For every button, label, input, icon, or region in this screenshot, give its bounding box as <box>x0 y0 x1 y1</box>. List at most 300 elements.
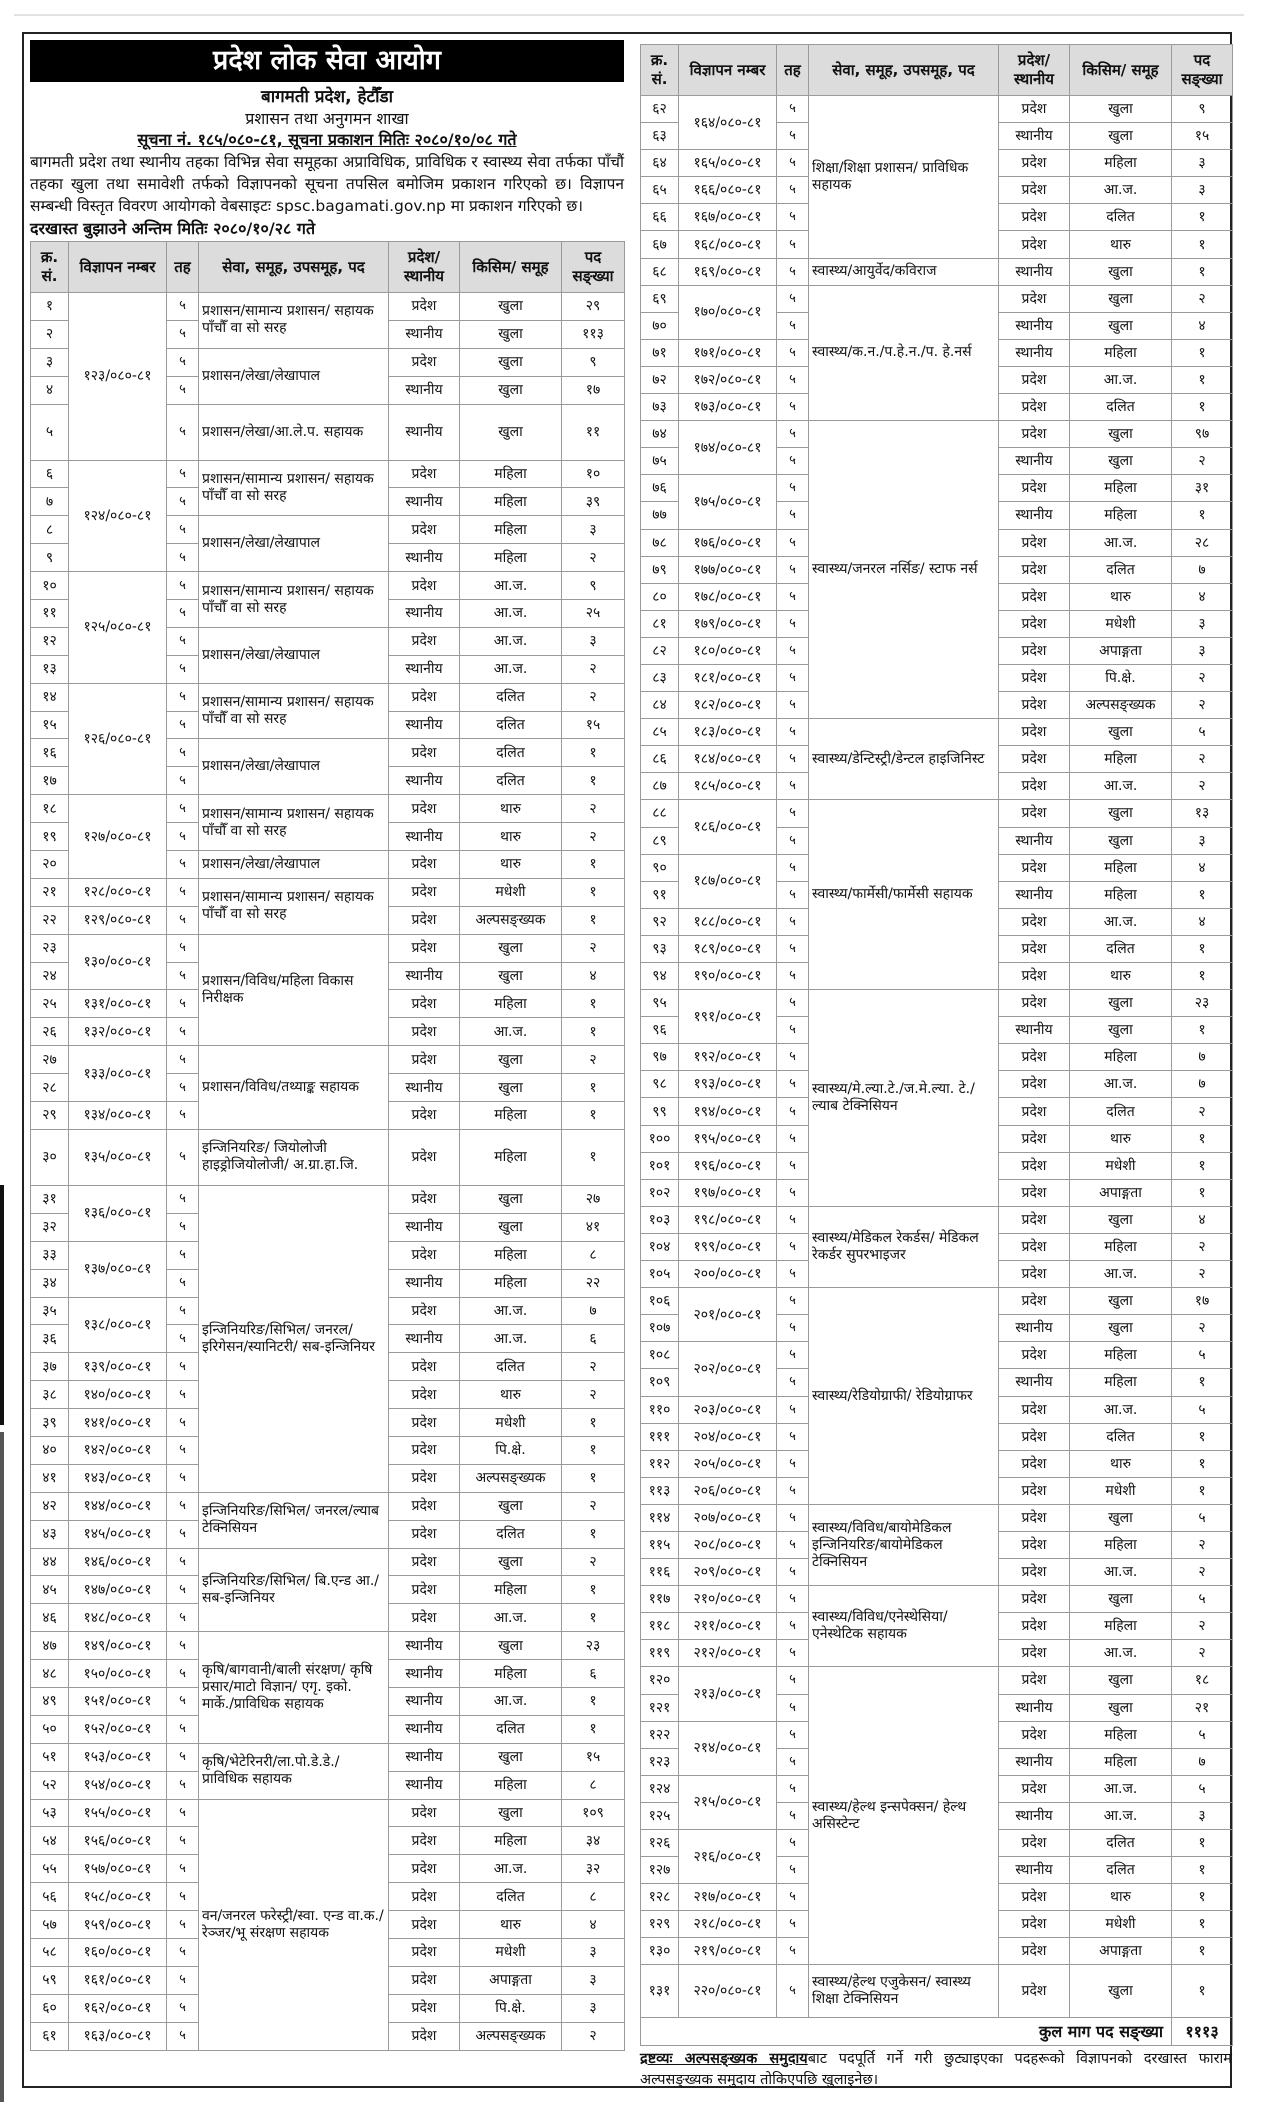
post-count-cell: १ <box>562 1464 625 1492</box>
ad-number-cell: १६०/०८०-८१ <box>69 1938 167 1966</box>
category-cell: खुला <box>460 376 562 404</box>
province-local-cell: प्रदेश <box>389 878 460 906</box>
serial-cell: ४८ <box>31 1660 69 1688</box>
category-cell: खुला <box>1070 312 1172 339</box>
category-cell: खुला <box>460 934 562 962</box>
category-cell: खुला <box>1070 285 1172 312</box>
province-local-cell: प्रदेश <box>999 204 1070 231</box>
post-cell: प्रशासन/सामान्य प्रशासन/ सहायक पाँचौँ वा सो सरह <box>199 795 389 851</box>
category-cell: खुला <box>1070 990 1172 1017</box>
province-local-cell: प्रदेश <box>389 2022 460 2050</box>
table-row <box>641 421 1233 448</box>
serial-cell: १०५ <box>641 1261 679 1288</box>
tier-cell: ५ <box>777 827 809 854</box>
post-count-cell: १ <box>562 767 625 795</box>
post-count-cell: ७ <box>1172 1748 1233 1775</box>
serial-cell: ६१ <box>31 2022 69 2050</box>
tier-cell: ५ <box>777 1369 809 1396</box>
ad-number-cell: २१४/०८०-८१ <box>679 1721 777 1775</box>
post-cell: इन्जिनियरिङ/ जियोलोजी हाइड्रोजियोलोजी/ अ.ग्रा.हा.जि. <box>199 1129 389 1185</box>
column-header: सेवा, समूह, उपसमूह, पद <box>199 242 389 293</box>
serial-cell: १०२ <box>641 1179 679 1206</box>
serial-cell: १२ <box>31 627 69 655</box>
serial-cell: ६२ <box>641 96 679 123</box>
column-header: पद सङ्ख्या <box>562 242 625 293</box>
category-cell: आ.ज. <box>460 1604 562 1632</box>
ad-number-cell: २१३/०८०-८१ <box>679 1667 777 1721</box>
total-row <box>641 2018 1233 2045</box>
serial-cell: ९७ <box>641 1044 679 1071</box>
province-local-cell: स्थानीय <box>389 655 460 683</box>
footnote-lead: द्रष्टव्यः अल्पसङ्ख्यक समुदाय <box>640 2050 808 2067</box>
ad-number-cell: १४८/०८०-८१ <box>69 1604 167 1632</box>
table-row <box>31 795 625 823</box>
serial-cell: ४२ <box>31 1492 69 1520</box>
serial-cell: ६७ <box>641 231 679 258</box>
category-cell: थारु <box>1070 1125 1172 1152</box>
serial-cell: १०४ <box>641 1233 679 1260</box>
category-cell: अल्पसङ्ख्यक <box>460 2022 562 2050</box>
post-count-cell: ४ <box>1172 1206 1233 1233</box>
province-local-cell: प्रदेश <box>389 1604 460 1632</box>
province-local-cell: स्थानीय <box>999 1802 1070 1829</box>
post-count-cell: ४ <box>1172 583 1233 610</box>
ad-number-cell: १५२/०८०-८१ <box>69 1715 167 1743</box>
ad-number-cell: १५८/०८०-८१ <box>69 1883 167 1911</box>
post-count-cell: २ <box>1172 1640 1233 1667</box>
province-local-cell: प्रदेश <box>389 1520 460 1548</box>
category-cell: मधेशी <box>460 878 562 906</box>
category-cell: आ.ज. <box>1070 177 1172 204</box>
province-local-cell: प्रदेश <box>999 963 1070 990</box>
province-local-cell: प्रदेश <box>999 556 1070 583</box>
ad-number-cell: १६२/०८०-८१ <box>69 1994 167 2022</box>
serial-cell: २८ <box>31 1074 69 1102</box>
province-local-cell: प्रदेश <box>389 1911 460 1939</box>
right-column <box>640 44 1232 2091</box>
category-cell: महिला <box>460 990 562 1018</box>
category-cell: महिला <box>460 1827 562 1855</box>
province-local-cell: प्रदेश <box>999 854 1070 881</box>
tier-cell: ५ <box>777 1450 809 1477</box>
post-count-cell: २ <box>562 1548 625 1576</box>
tier-cell: ५ <box>167 1102 199 1130</box>
tier-cell: ५ <box>777 1586 809 1613</box>
tier-cell: ५ <box>167 1604 199 1632</box>
serial-cell: ५५ <box>31 1855 69 1883</box>
ad-number-cell: १६१/०८०-८१ <box>69 1966 167 1994</box>
ad-number-cell: १२३/०८०-८१ <box>69 293 167 461</box>
category-cell: अपाङ्गता <box>1070 637 1172 664</box>
serial-cell: ११७ <box>641 1586 679 1613</box>
serial-cell: ८२ <box>641 637 679 664</box>
province-local-cell: प्रदेश <box>389 739 460 767</box>
province-local-cell: प्रदेश <box>389 1548 460 1576</box>
ad-number-cell: १३३/०८०-८१ <box>69 1046 167 1102</box>
post-count-cell: २ <box>562 934 625 962</box>
table-row <box>31 878 625 906</box>
province-local-cell: प्रदेश <box>389 1129 460 1185</box>
tier-cell: ५ <box>167 516 199 544</box>
post-cell: प्रशासन/सामान्य प्रशासन/ सहायक पाँचौँ वा सो सरह <box>199 293 389 349</box>
left-column <box>30 40 624 2051</box>
ad-number-cell: १३४/०८०-८१ <box>69 1102 167 1130</box>
tier-cell: ५ <box>777 448 809 475</box>
category-cell: दलित <box>460 767 562 795</box>
tier-cell: ५ <box>167 600 199 628</box>
serial-cell: २५ <box>31 990 69 1018</box>
category-cell: खुला <box>1070 1694 1172 1721</box>
province-local-cell: प्रदेश <box>389 1994 460 2022</box>
tier-cell: ५ <box>167 1687 199 1715</box>
serial-cell: १०७ <box>641 1315 679 1342</box>
ad-number-cell: १५१/०८०-८१ <box>69 1687 167 1715</box>
serial-cell: १२८ <box>641 1884 679 1911</box>
tier-cell: ५ <box>777 1613 809 1640</box>
province-local-cell: स्थानीय <box>389 767 460 795</box>
tier-cell: ५ <box>777 1667 809 1694</box>
column-header: तह <box>777 45 809 96</box>
category-cell: महिला <box>1070 150 1172 177</box>
ad-number-cell: १४९/०८०-८१ <box>69 1632 167 1660</box>
tier-cell: ५ <box>167 1074 199 1102</box>
post-count-cell: २ <box>1172 1098 1233 1125</box>
category-cell: महिला <box>1070 1531 1172 1558</box>
province-local-cell: प्रदेश <box>389 1883 460 1911</box>
tier-cell: ५ <box>167 1855 199 1883</box>
tier-cell: ५ <box>777 1911 809 1938</box>
total-value: १११३ <box>1172 2018 1233 2045</box>
ad-number-cell: १३६/०८०-८१ <box>69 1185 167 1241</box>
serial-cell: ४० <box>31 1436 69 1464</box>
province-local-cell: प्रदेश <box>999 664 1070 691</box>
category-cell: खुला <box>1070 1965 1172 2018</box>
province-local-cell: स्थानीय <box>389 962 460 990</box>
tier-cell: ५ <box>777 610 809 637</box>
province-local-cell: प्रदेश <box>389 1409 460 1437</box>
category-cell: दलित <box>1070 394 1172 421</box>
post-count-cell: ५ <box>1172 1586 1233 1613</box>
category-cell: दलित <box>1070 1423 1172 1450</box>
post-count-cell: २ <box>562 655 625 683</box>
category-cell: थारु <box>1070 231 1172 258</box>
post-cell: प्रशासन/लेखा/लेखापाल <box>199 516 389 572</box>
column-header: प्रदेश/ स्थानीय <box>389 242 460 293</box>
province-local-cell: प्रदेश <box>389 1855 460 1883</box>
province-local-cell: प्रदेश <box>999 1667 1070 1694</box>
serial-cell: ६९ <box>641 285 679 312</box>
category-cell: खुला <box>1070 719 1172 746</box>
post-count-cell: १ <box>1172 394 1233 421</box>
post-count-cell: १ <box>1172 1125 1233 1152</box>
tier-cell: ५ <box>777 746 809 773</box>
serial-cell: १३ <box>31 655 69 683</box>
tier-cell: ५ <box>777 990 809 1017</box>
tier-cell: ५ <box>167 1409 199 1437</box>
tier-cell: ५ <box>167 488 199 516</box>
post-count-cell: २९ <box>562 293 625 321</box>
tier-cell: ५ <box>777 1694 809 1721</box>
serial-cell: ९६ <box>641 1017 679 1044</box>
category-cell: दलित <box>1070 204 1172 231</box>
post-count-cell: २ <box>562 823 625 851</box>
serial-cell: ४१ <box>31 1464 69 1492</box>
serial-cell: १२७ <box>641 1857 679 1884</box>
province-local-cell: प्रदेश <box>389 934 460 962</box>
post-count-cell: १ <box>562 906 625 934</box>
table-row <box>31 572 625 600</box>
category-cell: दलित <box>460 1353 562 1381</box>
province-local-cell: प्रदेश <box>999 935 1070 962</box>
category-cell: महिला <box>1070 1613 1172 1640</box>
serial-cell: ३ <box>31 348 69 376</box>
table-row <box>641 1965 1233 2018</box>
serial-cell: ४७ <box>31 1632 69 1660</box>
post-cell: वन/जनरल फरेस्ट्री/स्वा. एन्ड वा.क./रेञ्जर/भू संरक्षण सहायक <box>199 1799 389 2050</box>
table-row <box>641 258 1233 285</box>
ad-number-cell: १८७/०८०-८१ <box>679 854 777 908</box>
post-count-cell: १ <box>562 990 625 1018</box>
post-count-cell: ७ <box>1172 556 1233 583</box>
province-local-cell: प्रदेश <box>389 516 460 544</box>
post-cell: स्वास्थ्य/मेडिकल रेकर्डस/ मेडिकल रेकर्डर सुपरभाइजर <box>809 1206 999 1287</box>
province-local-cell: स्थानीय <box>999 1857 1070 1884</box>
post-count-cell: ६ <box>562 1660 625 1688</box>
category-cell: मधेशी <box>1070 1911 1172 1938</box>
province-local-cell: प्रदेश <box>389 1464 460 1492</box>
province-local-cell: प्रदेश <box>389 906 460 934</box>
ad-number-cell: २०९/०८०-८१ <box>679 1559 777 1586</box>
ad-number-cell: १८१/०८०-८१ <box>679 664 777 691</box>
tier-cell: ५ <box>167 1827 199 1855</box>
ad-number-cell: १५६/०८०-८१ <box>69 1827 167 1855</box>
ad-number-cell: १३२/०८०-८१ <box>69 1018 167 1046</box>
column-header: विज्ञापन नम्बर <box>679 45 777 96</box>
category-cell: दलित <box>460 1883 562 1911</box>
post-count-cell: २ <box>1172 1233 1233 1260</box>
province-local-cell: प्रदेश <box>999 529 1070 556</box>
tier-cell: ५ <box>167 1660 199 1688</box>
ad-number-cell: १६६/०८०-८१ <box>679 177 777 204</box>
province-local-cell: प्रदेश <box>999 231 1070 258</box>
category-cell: महिला <box>1070 1044 1172 1071</box>
post-count-cell: २ <box>1172 773 1233 800</box>
serial-cell: ५९ <box>31 1966 69 1994</box>
ad-number-cell: १९७/०८०-८१ <box>679 1179 777 1206</box>
category-cell: खुला <box>1070 258 1172 285</box>
tier-cell: ५ <box>777 1938 809 1965</box>
province-heading: बागमती प्रदेश, हेटौँडा <box>261 87 393 107</box>
serial-cell: ८९ <box>641 827 679 854</box>
post-count-cell: ४ <box>562 962 625 990</box>
post-count-cell: १ <box>562 1074 625 1102</box>
post-count-cell: ३ <box>1172 637 1233 664</box>
serial-cell: १०८ <box>641 1342 679 1369</box>
tier-cell: ५ <box>777 394 809 421</box>
category-cell: अल्पसङ्ख्यक <box>1070 692 1172 719</box>
serial-cell: ८३ <box>641 664 679 691</box>
category-cell: पि.क्षे. <box>1070 664 1172 691</box>
tier-cell: ५ <box>167 348 199 376</box>
province-local-cell: प्रदेश <box>999 583 1070 610</box>
table-row <box>31 1185 625 1213</box>
tier-cell: ५ <box>167 1632 199 1660</box>
category-cell: महिला <box>460 1102 562 1130</box>
ad-number-cell: २११/०८०-८१ <box>679 1613 777 1640</box>
serial-cell: ९४ <box>641 963 679 990</box>
serial-cell: ११३ <box>641 1477 679 1504</box>
post-count-cell: १० <box>562 460 625 488</box>
category-cell: महिला <box>1070 854 1172 881</box>
serial-cell: १४ <box>31 683 69 711</box>
post-count-cell: २२ <box>562 1269 625 1297</box>
province-local-cell: प्रदेश <box>999 1288 1070 1315</box>
category-cell: खुला <box>1070 1206 1172 1233</box>
table-row <box>641 800 1233 827</box>
tier-cell: ५ <box>777 854 809 881</box>
post-count-cell: २ <box>562 2022 625 2050</box>
serial-cell: ५४ <box>31 1827 69 1855</box>
post-count-cell: ५ <box>1172 1775 1233 1802</box>
category-cell: खुला <box>1070 1288 1172 1315</box>
ad-number-cell: १९३/०८०-८१ <box>679 1071 777 1098</box>
tier-cell: ५ <box>777 583 809 610</box>
post-cell: इन्जिनियरिङ/सिभिल/ जनरल/ल्याब टेक्निसियन <box>199 1492 389 1548</box>
province-local-cell: स्थानीय <box>389 488 460 516</box>
ad-number-cell: १४५/०८०-८१ <box>69 1520 167 1548</box>
serial-cell: ८१ <box>641 610 679 637</box>
tier-cell: ५ <box>777 664 809 691</box>
serial-cell: ७८ <box>641 529 679 556</box>
post-count-cell: ५ <box>1172 1721 1233 1748</box>
category-cell: खुला <box>1070 448 1172 475</box>
category-cell: महिला <box>460 544 562 572</box>
province-local-cell: स्थानीय <box>999 448 1070 475</box>
category-cell: पि.क्षे. <box>460 1994 562 2022</box>
tier-cell: ५ <box>777 1152 809 1179</box>
category-cell: थारु <box>460 1911 562 1939</box>
category-cell: खुला <box>460 1213 562 1241</box>
category-cell: मधेशी <box>1070 1477 1172 1504</box>
province-local-cell: स्थानीय <box>389 404 460 460</box>
serial-cell: १९ <box>31 823 69 851</box>
province-local-cell: प्रदेश <box>389 1018 460 1046</box>
serial-cell: ५ <box>31 404 69 460</box>
vacancy-table-right <box>640 44 1233 2046</box>
scan-edge-artifact <box>0 1185 4 1425</box>
tier-cell: ५ <box>167 293 199 321</box>
ad-number-cell: १२८/०८०-८१ <box>69 878 167 906</box>
category-cell: थारु <box>460 851 562 879</box>
province-local-cell: स्थानीय <box>999 1694 1070 1721</box>
serial-cell: ३० <box>31 1129 69 1185</box>
serial-cell: २३ <box>31 934 69 962</box>
serial-cell: ३२ <box>31 1213 69 1241</box>
province-local-cell: स्थानीय <box>999 502 1070 529</box>
serial-cell: १२२ <box>641 1721 679 1748</box>
category-cell: दलित <box>1070 556 1172 583</box>
post-count-cell: २५ <box>562 600 625 628</box>
ad-number-cell: १६८/०८०-८१ <box>679 231 777 258</box>
table-row <box>641 1288 1233 1315</box>
serial-cell: १८ <box>31 795 69 823</box>
category-cell: महिला <box>1070 339 1172 366</box>
serial-cell: ६५ <box>641 177 679 204</box>
serial-cell: १२१ <box>641 1694 679 1721</box>
branch-heading: प्रशासन तथा अनुगमन शाखा <box>245 109 409 128</box>
table-row <box>31 293 625 321</box>
post-count-cell: १ <box>1172 1179 1233 1206</box>
post-count-cell: २ <box>1172 285 1233 312</box>
category-cell: खुला <box>1070 421 1172 448</box>
post-count-cell: २ <box>562 1353 625 1381</box>
serial-cell: १२६ <box>641 1830 679 1857</box>
province-local-cell: स्थानीय <box>389 1269 460 1297</box>
province-local-cell: स्थानीय <box>389 1660 460 1688</box>
serial-cell: ८७ <box>641 773 679 800</box>
post-cell: स्वास्थ्य/हेल्थ इन्सपेक्सन/ हेल्थ असिस्टेन्ट <box>809 1667 999 1965</box>
post-count-cell: १ <box>1172 1369 1233 1396</box>
post-count-cell: १ <box>1172 1450 1233 1477</box>
ad-number-cell: १७८/०८०-८१ <box>679 583 777 610</box>
category-cell: खुला <box>460 1492 562 1520</box>
category-cell: आ.ज. <box>1070 1559 1172 1586</box>
ad-number-cell: १२४/०८०-८१ <box>69 460 167 572</box>
post-count-cell: २ <box>1172 746 1233 773</box>
ad-number-cell: १३५/०८०-८१ <box>69 1129 167 1185</box>
province-local-cell: स्थानीय <box>389 1632 460 1660</box>
tier-cell: ५ <box>167 1799 199 1827</box>
post-count-cell: १७ <box>562 376 625 404</box>
province-local-cell: प्रदेश <box>999 421 1070 448</box>
serial-cell: ११८ <box>641 1613 679 1640</box>
post-cell: प्रशासन/विविध/तथ्याङ्क सहायक <box>199 1046 389 1130</box>
province-local-cell: प्रदेश <box>999 1504 1070 1531</box>
category-cell: महिला <box>1070 1233 1172 1260</box>
post-count-cell: २ <box>1172 664 1233 691</box>
table-row <box>641 1504 1233 1531</box>
post-count-cell: ४ <box>562 1911 625 1939</box>
category-cell: मधेशी <box>1070 1152 1172 1179</box>
serial-cell: ४५ <box>31 1576 69 1604</box>
ad-number-cell: १४२/०८०-८१ <box>69 1436 167 1464</box>
province-local-cell: प्रदेश <box>999 773 1070 800</box>
serial-cell: ९९ <box>641 1098 679 1125</box>
post-count-cell: १ <box>562 1436 625 1464</box>
tier-cell: ५ <box>777 719 809 746</box>
table-row <box>641 1206 1233 1233</box>
category-cell: दलित <box>1070 1857 1172 1884</box>
serial-cell: ९० <box>641 854 679 881</box>
tier-cell: ५ <box>777 1071 809 1098</box>
category-cell: महिला <box>460 516 562 544</box>
table-row <box>31 1743 625 1771</box>
category-cell: खुला <box>460 1632 562 1660</box>
tier-cell: ५ <box>777 935 809 962</box>
category-cell: महिला <box>460 488 562 516</box>
category-cell: आ.ज. <box>1070 1802 1172 1829</box>
category-cell: थारु <box>1070 1450 1172 1477</box>
category-cell: महिला <box>460 1660 562 1688</box>
tier-cell: ५ <box>167 1269 199 1297</box>
category-cell: महिला <box>1070 1721 1172 1748</box>
ad-number-cell: १८०/०८०-८१ <box>679 637 777 664</box>
ad-number-cell: १८६/०८०-८१ <box>679 800 777 854</box>
ad-number-cell: २०३/०८०-८१ <box>679 1396 777 1423</box>
ad-number-cell: १३९/०८०-८१ <box>69 1353 167 1381</box>
province-local-cell: स्थानीय <box>389 1771 460 1799</box>
post-count-cell: ७ <box>562 1297 625 1325</box>
